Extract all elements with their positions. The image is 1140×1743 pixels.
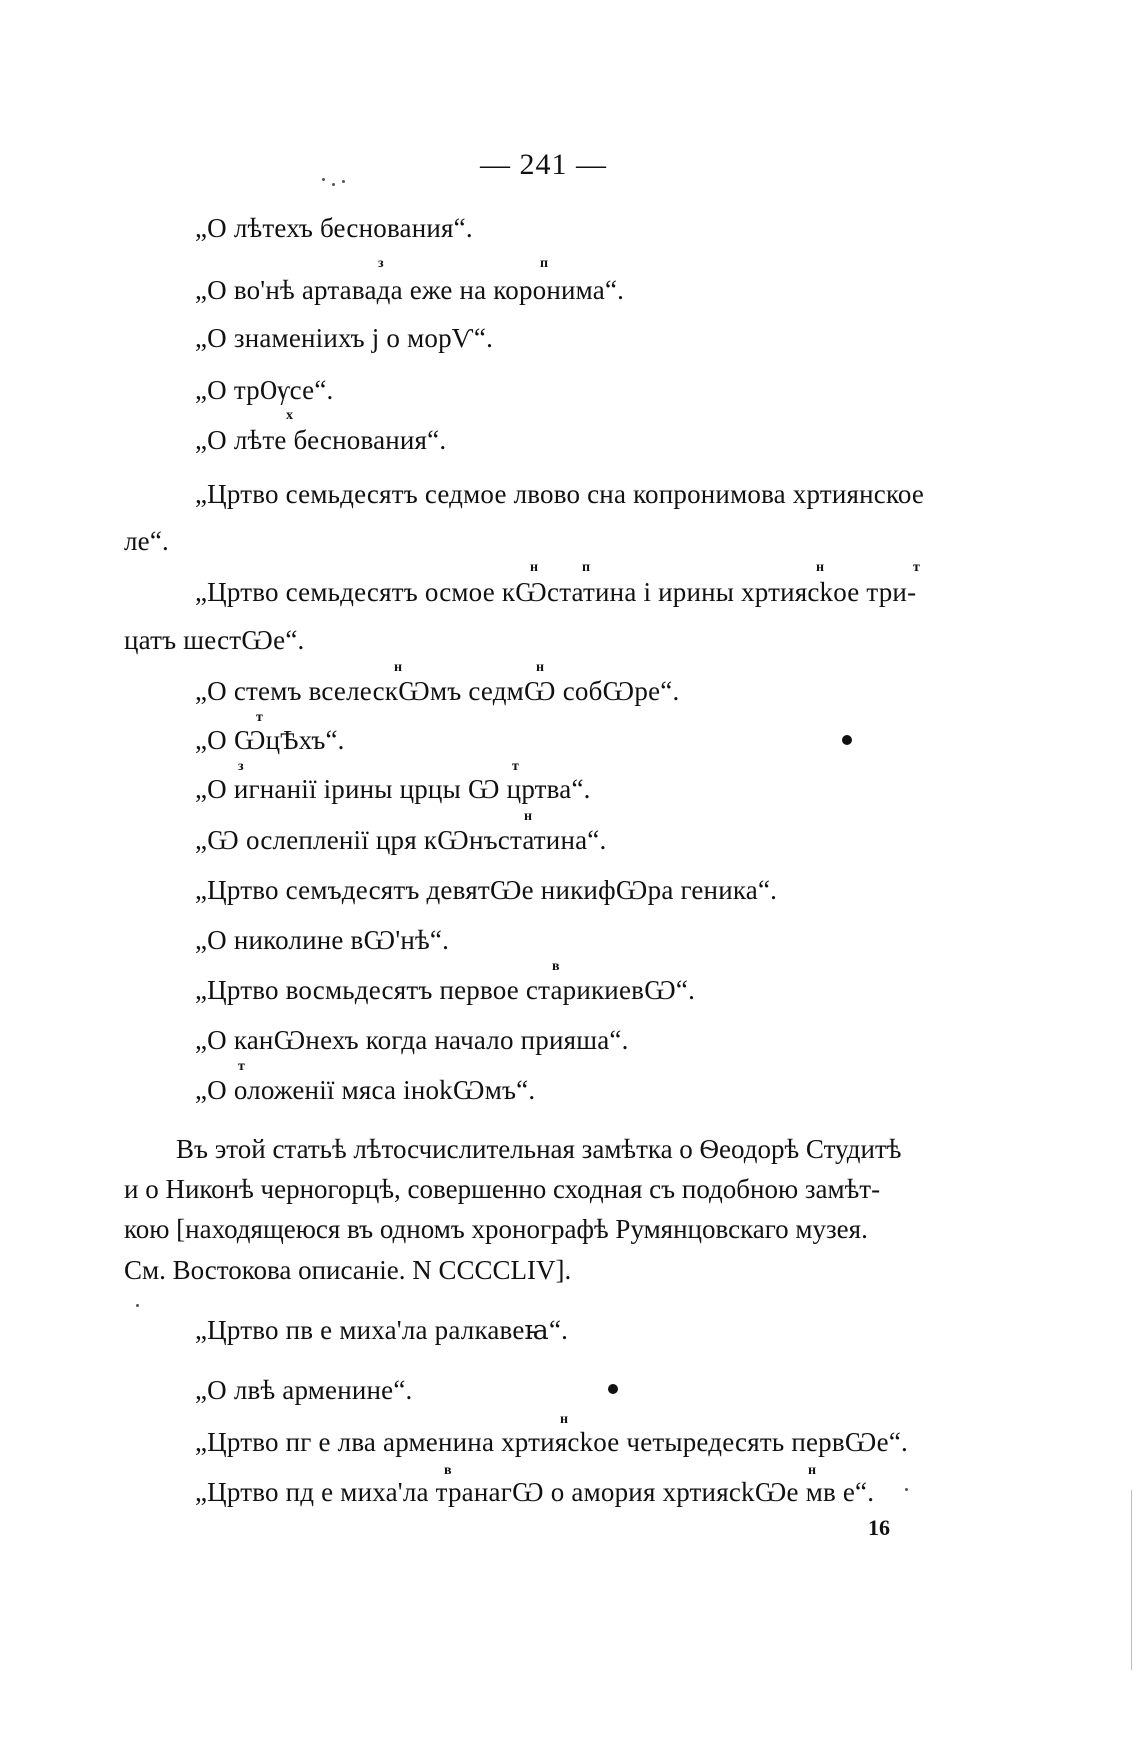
- superscript-letter: т: [256, 710, 263, 725]
- text-line: „Цртво пг е лва арменина хртиясkое четыредесять первѠе“.: [195, 1427, 908, 1457]
- text-line: „О игнанії ірины црцы Ѡ цртва“.: [195, 774, 591, 804]
- paragraph-line: кою [находящеюся въ одномъ хронографѣ Румянцовскаго музея.: [124, 1214, 868, 1244]
- text-line: „О оложенії мяса іноkѠмъ“.: [195, 1075, 536, 1105]
- text-line: „Цртво восмьдесятъ первое старикиевѠ“.: [195, 975, 696, 1005]
- signature-number: 16: [868, 1515, 890, 1540]
- superscript-letter: в: [552, 959, 560, 974]
- paragraph-line: и о Никонѣ черногорцѣ, совершенно сходная съ подобною замѣт-: [124, 1174, 881, 1204]
- superscript-letter: н: [530, 560, 539, 575]
- page-number: — 241 —: [480, 148, 607, 181]
- superscript-letter: т: [512, 759, 519, 774]
- text-line: „Ѡ ослепленії цря кѠнъстатина“.: [195, 825, 607, 855]
- text-line: „О ѠцѢхъ“.: [195, 725, 345, 755]
- superscript-letter: п: [540, 256, 549, 271]
- superscript-letter: х: [286, 408, 293, 423]
- ink-dot: [608, 1384, 618, 1394]
- text-line: цатъ шестѠе“.: [124, 625, 305, 655]
- superscript-letter: н: [536, 660, 545, 675]
- ink-dot: [842, 735, 852, 745]
- text-line: „Цртво семъдесятъ девятѠе никифѠра геника“.: [195, 875, 778, 905]
- superscript-letter: т: [238, 1059, 245, 1074]
- text-line: „О знаменіихъ j о морѴ“.: [195, 323, 494, 353]
- superscript-letter: н: [524, 809, 533, 824]
- superscript-letter: з: [378, 256, 384, 271]
- superscript-letter: т: [913, 560, 920, 575]
- text-line: „Цртво пв е миха'ла ралкавеꙗ“.: [195, 1315, 569, 1345]
- scan-speck: [332, 183, 335, 186]
- paragraph-line: См. Востокова описаніе. N CCCCLIV].: [124, 1255, 572, 1285]
- scan-speck: [342, 180, 345, 183]
- superscript-letter: н: [808, 1463, 817, 1478]
- text-line: „О лѣтехъ беснования“.: [195, 213, 473, 243]
- superscript-letter: в: [444, 1463, 452, 1478]
- text-line: „О канѠнехъ когда начало прияша“.: [195, 1025, 629, 1055]
- text-line: ле“.: [124, 526, 169, 556]
- superscript-letter: з: [238, 759, 244, 774]
- scan-edge-line: [1131, 1490, 1132, 1670]
- scan-speck: [905, 1488, 908, 1491]
- superscript-letter: н: [560, 1412, 569, 1427]
- scan-speck: [136, 1304, 139, 1307]
- text-line: „О лѣте беснования“.: [195, 425, 447, 455]
- paragraph-line: Въ этой статьѣ лѣтосчислительная замѣтка о Ѳеодорѣ Студитѣ: [176, 1134, 902, 1164]
- text-line: „Цртво семьдесятъ осмое кѠстатина і ирины хртиясkое три-: [195, 577, 917, 607]
- text-line: „Цртво пд е миха'ла транагѠ о амория хртиясkѠе мв е“.: [195, 1477, 875, 1507]
- scan-speck: [322, 178, 325, 181]
- text-line: „О николине вѠ'нѣ“.: [195, 925, 450, 955]
- superscript-letter: п: [582, 560, 591, 575]
- text-line: „О трѸсе“.: [195, 375, 334, 405]
- text-line: „О лвѣ арменине“.: [195, 1375, 413, 1405]
- superscript-letter: н: [816, 560, 825, 575]
- text-line: „Цртво семьдесятъ седмое лвово сна копронимова хртиянское: [195, 479, 925, 509]
- superscript-letter: н: [394, 660, 403, 675]
- text-line: „О стемъ вселескѠмъ седмѠ собѠре“.: [195, 676, 680, 706]
- text-line: „О во'нѣ артавада еже на коронима“.: [195, 275, 625, 305]
